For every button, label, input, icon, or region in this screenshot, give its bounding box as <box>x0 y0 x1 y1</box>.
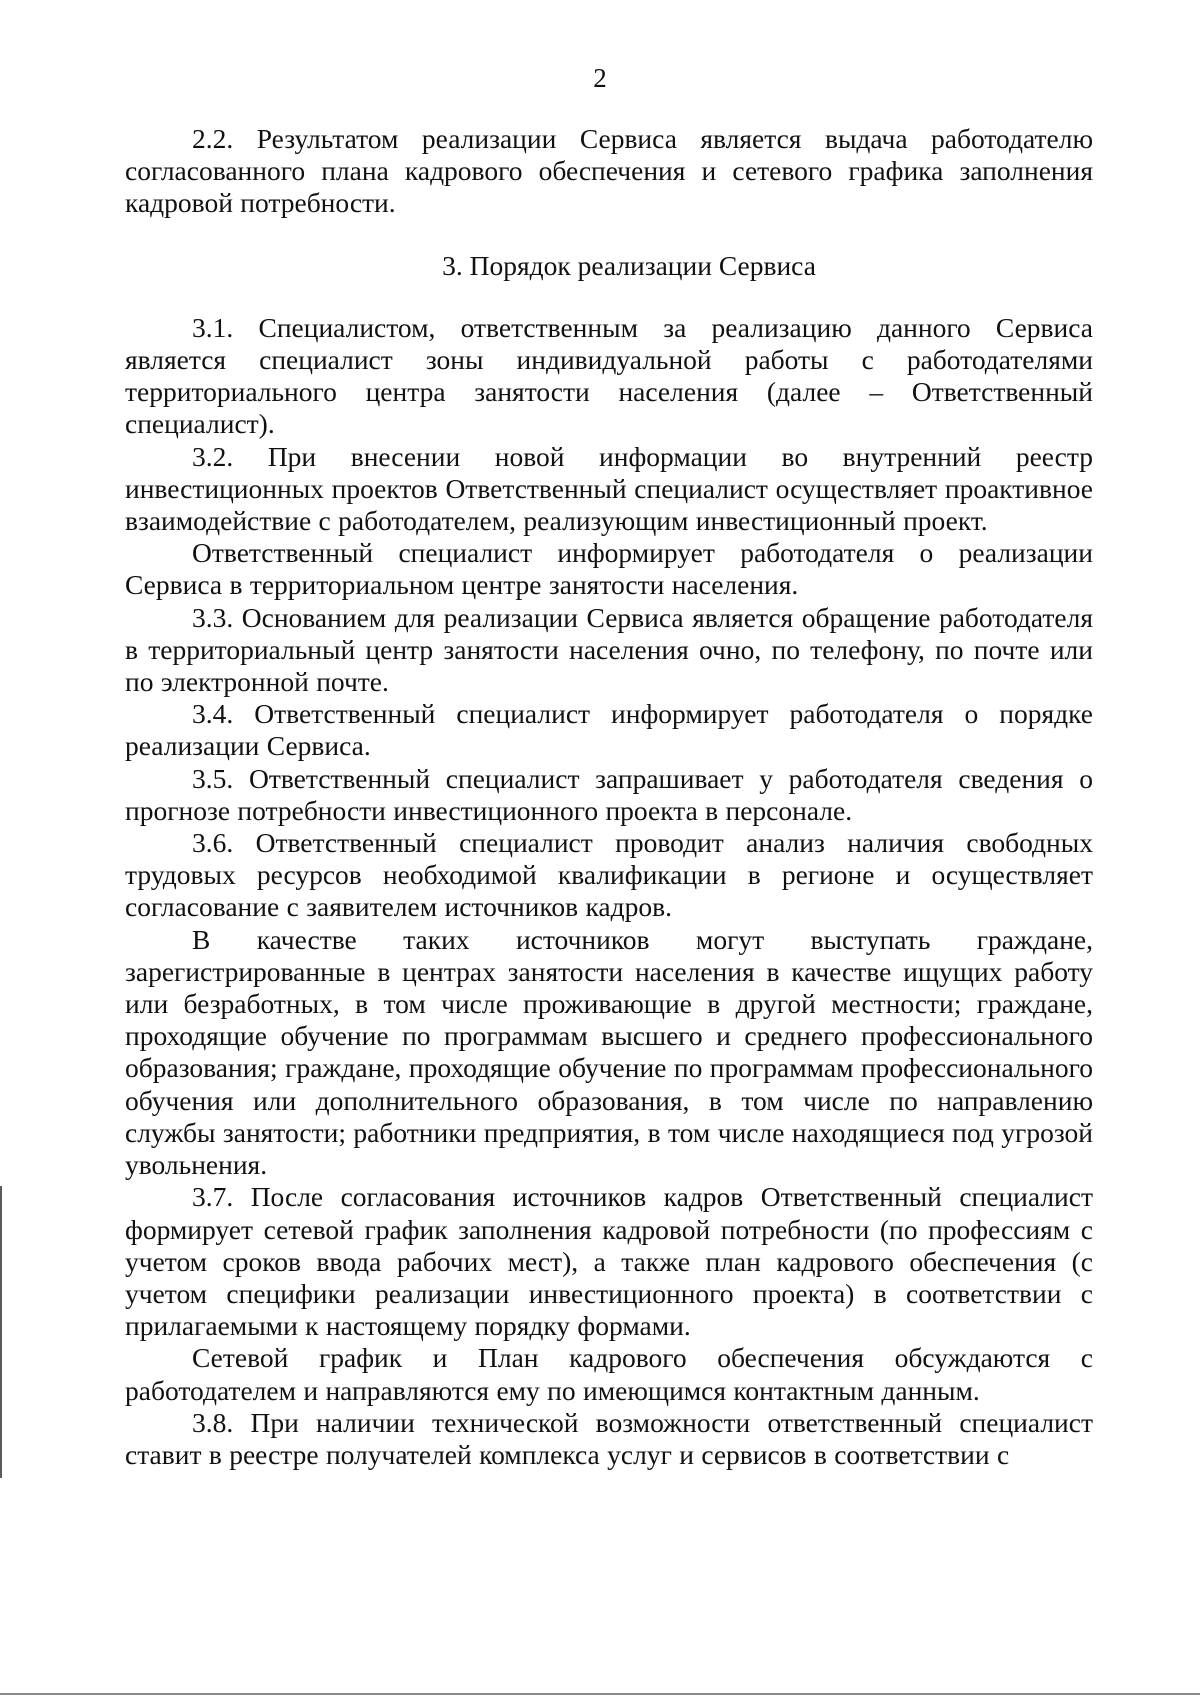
paragraph-3-1: 3.1. Специалистом, ответственным за реализацию данного Сервиса является специалист зоны индивидуальной работы с работодателями территориального центра занятости населения (далее – Ответственный специалист). <box>125 311 1093 440</box>
paragraph-3-4: 3.4. Ответственный специалист информирует работодателя о порядке реализации Сервиса. <box>125 698 1093 762</box>
paragraph-3-8: 3.8. При наличии технической возможности ответственный специалист ставит в реестре получателей комплекса услуг и сервисов в соответствии с <box>125 1406 1093 1470</box>
document-body <box>125 123 1093 1471</box>
page-number: 2 <box>593 63 607 93</box>
paragraph-3-2-continued: Ответственный специалист информирует работодателя о реализации Сервиса в территориальном центре занятости населения. <box>125 537 1093 601</box>
paragraph-3-3: 3.3. Основанием для реализации Сервиса является обращение работодателя в территориальный центр занятости населения очно, по телефону, по почте или по электронной почте. <box>125 601 1093 698</box>
paragraph-2-2: 2.2. Результатом реализации Сервиса является выдача работодателю согласованного плана кадрового обеспечения и сетевого графика заполнения кадровой потребности. <box>125 123 1093 219</box>
paragraph-3-2: 3.2. При внесении новой информации во внутренний реестр инвестиционных проектов Ответственный специалист осуществляет проактивное взаимодействие с работодателем, реализующим инвестиционный проект. <box>125 440 1093 537</box>
scan-bottom-edge <box>0 1693 1200 1695</box>
paragraph-3-7-continued: Сетевой график и План кадрового обеспечения обсуждаются с работодателем и направляются ему по имеющимся контактным данным. <box>125 1342 1093 1406</box>
paragraph-3-7: 3.7. После согласования источников кадров Ответственный специалист формирует сетевой график заполнения кадровой потребности (по профессиям с учетом сроков ввода рабочих мест), а также план кадрового обеспечения (с учетом специфики реализации инвестиционного проекта) в соответствии с прилагаемыми к настоящему порядку формами. <box>125 1181 1093 1342</box>
section-3-body <box>125 312 1093 1471</box>
paragraph-3-6-sources: В качестве таких источников могут выступать граждане, зарегистрированные в центрах занятости населения в качестве ищущих работу или безработных, в том числе проживающие в другой местности; граждане, проходящие обучение по программам высшего и среднего профессионального образования; граждане, проходящие обучение по программам профессионального обучения или дополнительного образования, в том числе по направлению службы занятости; работники предприятия, в том числе находящиеся под угрозой увольнения. <box>125 923 1093 1181</box>
section-heading: 3. Порядок реализации Сервиса <box>442 249 816 281</box>
paragraph-3-5: 3.5. Ответственный специалист запрашивает у работодателя сведения о прогнозе потребности инвестиционного проекта в персонале. <box>125 762 1093 826</box>
paragraph-3-6: 3.6. Ответственный специалист проводит анализ наличия свободных трудовых ресурсов необходимой квалификации в регионе и осуществляет согласование с заявителем источников кадров. <box>125 827 1093 923</box>
scan-edge-mark <box>0 1186 2 1478</box>
